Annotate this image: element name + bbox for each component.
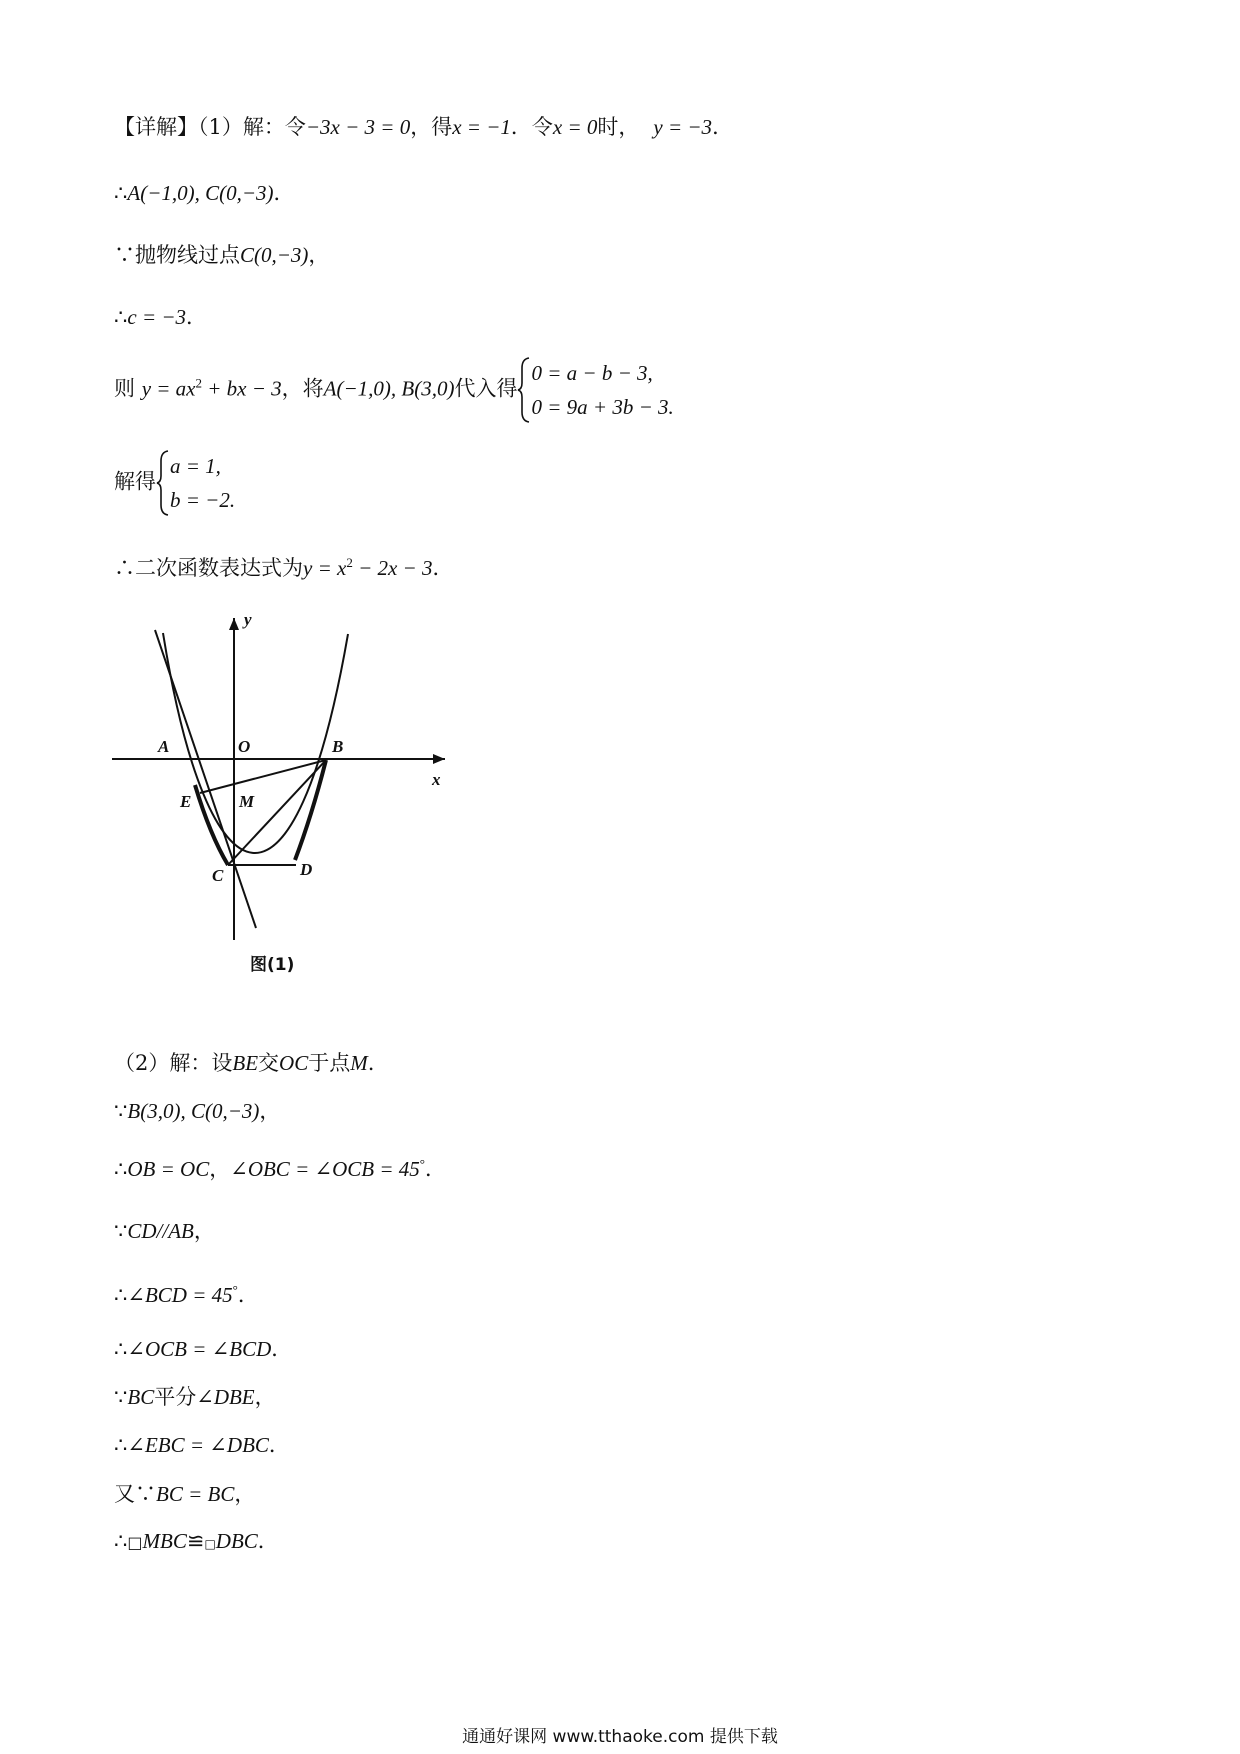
p2-line-7: ∵BC平分∠DBE， xyxy=(114,1385,276,1409)
equation-system-1: 0 = a − b − 3, 0 = 9a + 3b − 3. xyxy=(517,356,673,424)
label-a: A xyxy=(158,737,170,756)
p2-line-1: （2）解：设BE交OC于点M. xyxy=(114,1051,375,1075)
p2-line-8: ∴∠EBC = ∠DBC． xyxy=(114,1433,290,1457)
label-c: C xyxy=(212,866,224,885)
p1-line-1: 【详解】（1）解：令−3x − 3 = 0，得x = −1．令x = 0时， y = −3． xyxy=(114,115,734,139)
label-b: B xyxy=(332,737,344,756)
parabola-curve xyxy=(163,633,348,853)
p2-line-3: ∴OB = OC，∠OBC = ∠OCB = 45°． xyxy=(114,1156,446,1181)
label-m: M xyxy=(239,792,255,811)
p1-line-2: ∴A(−1,0), C(0,−3)． xyxy=(114,181,295,205)
segment-eb xyxy=(200,760,326,793)
left-brace-icon xyxy=(156,449,170,517)
p2-line-6: ∴∠OCB = ∠BCD． xyxy=(114,1337,293,1361)
y-axis-arrow-icon xyxy=(229,618,239,630)
x-axis-arrow-icon xyxy=(433,754,445,764)
label-o: O xyxy=(238,737,251,756)
label-d: D xyxy=(300,860,313,879)
p2-line-10: ∴□MBC≌□DBC． xyxy=(114,1529,279,1553)
footer-text: 通通好课网 www.tthaoke.com 提供下载 xyxy=(462,1727,778,1747)
p2-line-4: ∵CD//AB， xyxy=(114,1219,215,1243)
p1-line-7: ∴二次函数表达式为$y = x^2 - 2x - 3$． xyxy=(114,555,454,580)
p2-line-2: ∵B(3,0), C(0,−3)， xyxy=(114,1099,281,1123)
equation-system-2: a = 1, b = −2. xyxy=(156,449,235,517)
label-e: E xyxy=(180,792,192,811)
label-y: y xyxy=(244,610,252,629)
detail-label: 【详解】 xyxy=(114,115,198,139)
p2-line-5: ∴∠BCD = 45°． xyxy=(114,1282,259,1307)
figure-caption: 图(1) xyxy=(250,955,295,975)
label-x: x xyxy=(432,770,441,789)
p1-line-4: ∴c = −3． xyxy=(114,305,208,329)
parabola-figure xyxy=(100,610,460,990)
p2-line-9: 又∵BC = BC， xyxy=(114,1482,256,1506)
p1-line-6: 解得 a = 1, b = −2. xyxy=(114,449,235,517)
figure-drawing xyxy=(100,610,460,990)
p1-line-3: ∵抛物线过点C(0,−3)， xyxy=(114,243,330,267)
p1-line-5: 则 $y = ax^2$ + bx − 3，将A(−1,0), B(3,0)代入得 0 = a − b − 3, 0 = 9a + 3b − 3. xyxy=(114,356,674,424)
left-brace-icon xyxy=(517,356,531,424)
